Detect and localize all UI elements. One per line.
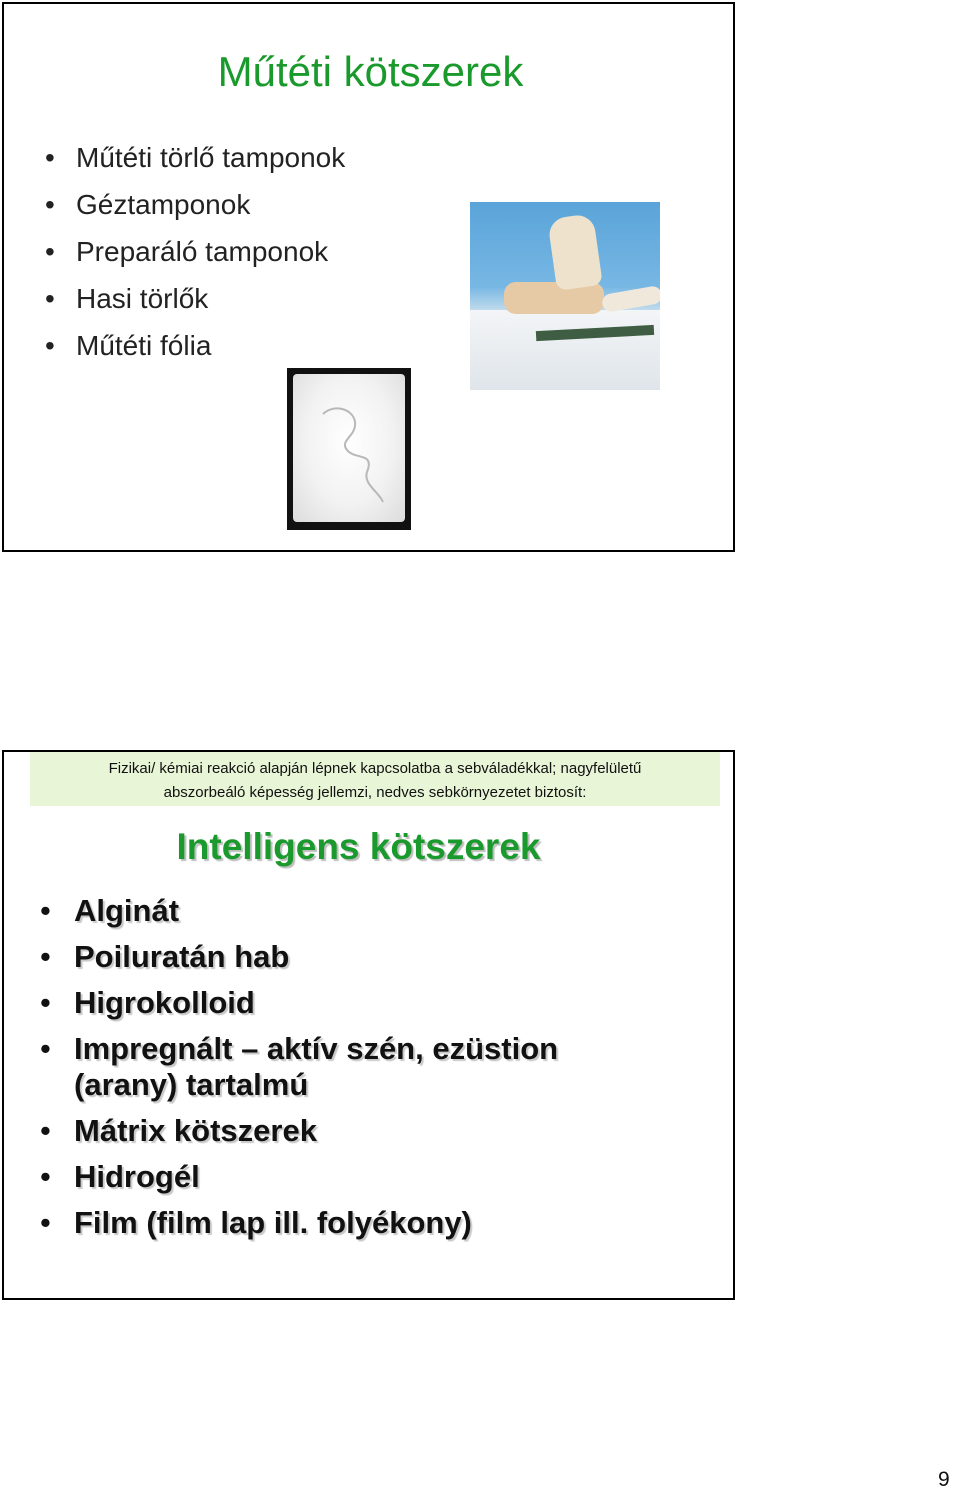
slide-1-title-text: Műtéti kötszerek: [217, 48, 524, 95]
info-line-1: Fizikai/ kémiai reakció alapján lépnek kapcsolatba a sebváladékkal; nagyfelületű: [108, 760, 642, 777]
gauze-pad-photo: [287, 368, 411, 530]
slide-1-title: [4, 48, 737, 96]
list-item-text: Higrokolloid: [74, 985, 255, 1020]
list-item: • Műtéti fólia: [42, 324, 345, 371]
page-number: 9: [938, 1468, 950, 1491]
slide-2-title: [0, 826, 733, 868]
list-item-text: Poiluratán hab: [74, 939, 290, 974]
drape-sheet: [470, 310, 660, 390]
xray-thread-drawing: [293, 374, 405, 522]
list-item: [40, 985, 680, 1021]
list-item: • Hasi törlők: [42, 277, 345, 324]
list-item-text: Hidrogél: [74, 1159, 200, 1194]
slide-2-title-text: Intelligens kötszerek: [176, 826, 541, 867]
list-item-text: Impregnált – aktív szén, ezüstion: [74, 1031, 559, 1066]
list-item: [40, 1205, 680, 1241]
list-item: [40, 1113, 680, 1149]
surgical-drape-photo: [470, 202, 660, 390]
list-item: [40, 1159, 680, 1195]
list-item-text: Mátrix kötszerek: [74, 1113, 317, 1148]
list-item: [40, 893, 680, 929]
gloved-hand: [547, 213, 603, 291]
list-item: • Műtéti törlő tamponok: [42, 136, 345, 183]
list-item-text: Film (film lap ill. folyékony): [74, 1205, 472, 1240]
skin-area: [504, 282, 604, 314]
list-item: [40, 939, 680, 975]
info-line-2: abszorbeáló képesség jellemzi, nedves sebkörnyezetet biztosít:: [163, 784, 587, 801]
slide-2-bullet-list: [40, 893, 680, 1251]
list-item-text: Alginát: [74, 893, 180, 928]
list-item: • Preparáló tamponok: [42, 230, 345, 277]
info-box: [30, 752, 720, 806]
list-item-continuation: (arany) tartalmú: [74, 1067, 309, 1102]
list-item: [40, 1031, 680, 1103]
slide-1-bullet-list: [42, 136, 345, 371]
gloved-hand-second: [601, 285, 660, 313]
list-item: • Géztamponok: [42, 183, 345, 230]
